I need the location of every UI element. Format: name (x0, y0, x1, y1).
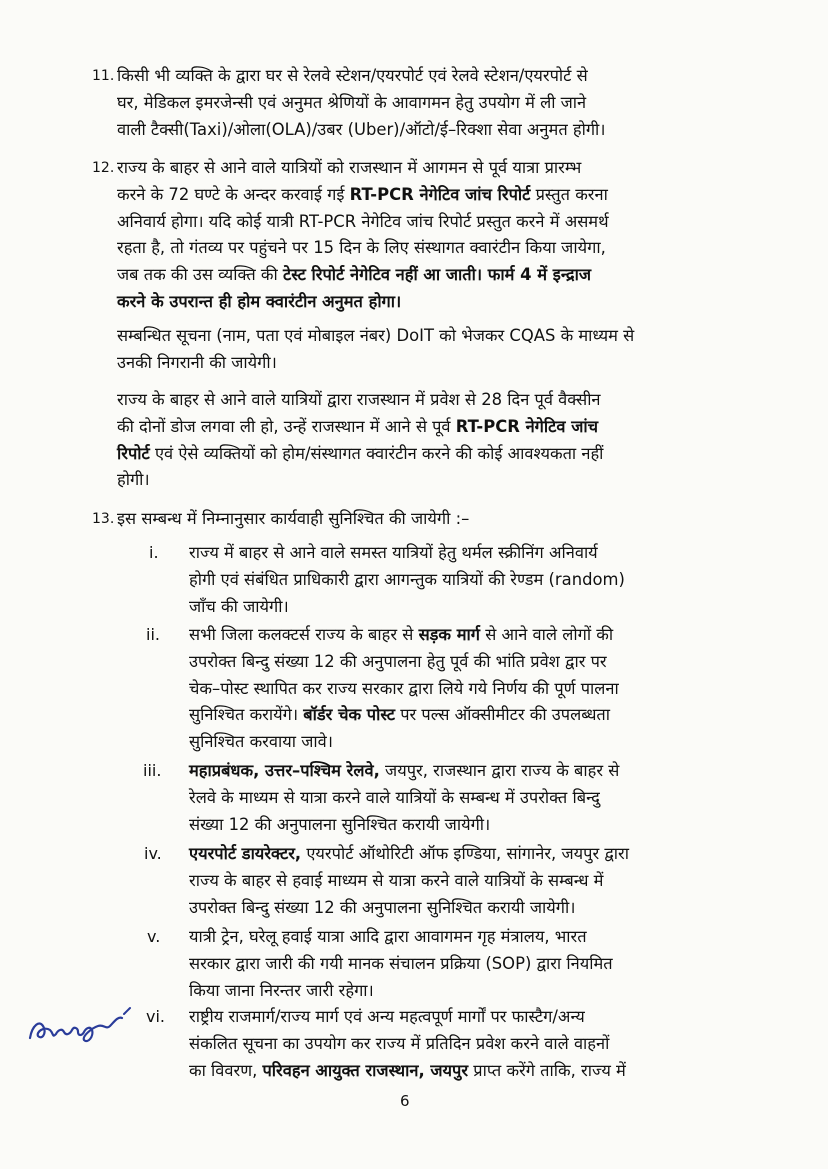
vaccine-line-1: राज्य के बाहर से आने वाले यात्रियों द्वारा राजस्थान में प्रवेश से 28 दिन पूर्व वैक्सीन (117, 390, 601, 409)
sub-item-number-i: i. (149, 543, 159, 562)
sub-item-v-text (189, 924, 721, 1004)
sub-iv-line-3: उपरोक्त बिन्दु संख्या 12 की अनुपालना सुनिश्चित करायी जायेगी। (189, 897, 576, 917)
item-12-line-1: राज्य के बाहर से आने वाले यात्रियों को राजस्थान में आगमन से पूर्व यात्रा प्रारम्भ (117, 158, 582, 177)
item-12-line-5 (117, 262, 721, 289)
item-12-line-2-text: करने के 72 घण्टे के अन्दर करवाई गई (117, 184, 350, 204)
vaccine-line-3-text: एवं ऐसे व्यक्तियों को होम/संस्थागत क्वारंटीन करने की कोई आवश्यकता नहीं (149, 443, 604, 463)
transport-commissioner-bold: परिवहन आयुक्त राजस्थान, जयपुर (262, 1060, 469, 1080)
item-12-info-paragraph (117, 323, 721, 377)
item-12-vaccine-paragraph (117, 387, 721, 494)
sub-ii-line-4 (189, 702, 721, 729)
item-number-13: 13. (92, 511, 115, 527)
sub-v-line-1: यात्री ट्रेन, घरेलू हवाई यात्रा आदि द्वारा आवागमन गृह मंत्रालय, भारत (189, 927, 587, 946)
sub-ii-line-1-tail: से आने वाले लोगों की (480, 625, 614, 644)
info-line-1: सम्बन्धित सूचना (नाम, पता एवं मोबाइल नंबर) DoIT को भेजकर CQAS के माध्यम से (117, 326, 635, 345)
sub-item-iv-text (189, 841, 721, 921)
sub-iii-line-1-text: जयपुर, राजस्थान द्वारा राज्य के बाहर से (379, 761, 620, 780)
sub-vi-line-1: राष्ट्रीय राजमार्ग/राज्य मार्ग एवं अन्य महत्वपूर्ण मार्गों पर फास्टैग/अन्य (189, 1007, 585, 1026)
sub-i-line-3: जाँच की जायेगी। (189, 596, 289, 616)
item-number-11: 11. (92, 68, 115, 84)
sub-item-i-text (189, 540, 721, 620)
sub-i-line-2: होगी एवं संबंधित प्राधिकारी द्वारा आगन्तुक यात्रियों की रेण्डम (random) (189, 569, 625, 589)
sub-ii-line-1 (189, 622, 721, 649)
sub-item-number-vi: vi. (146, 1007, 165, 1026)
sub-iv-line-2: राज्य के बाहर से हवाई माध्यम से यात्रा करने वाले यात्रियों के सम्बन्ध में (189, 870, 604, 890)
rtpcr-report-bold: RT-PCR नेगेटिव जांच रिपोर्ट (349, 184, 531, 204)
item-11-text (117, 63, 721, 143)
item-11-line-1: किसी भी व्यक्ति के द्वारा घर से रेलवे स्टेशन/एयरपोर्ट एवं रेलवे स्टेशन/एयरपोर्ट से (117, 66, 588, 85)
sub-iii-line-3: संख्या 12 की अनुपालना सुनिश्चित करायी जायेगी। (189, 814, 491, 834)
vaccine-line-2 (117, 414, 721, 441)
vaccine-line-3 (117, 441, 721, 468)
general-manager-railway-bold: महाप्रबंधक, उत्तर–पश्चिम रेलवे, (189, 761, 380, 780)
sub-vi-line-3-text: का विवरण, (189, 1060, 263, 1080)
sub-item-number-ii: ii. (146, 625, 160, 644)
report-bold: रिपोर्ट (117, 443, 150, 463)
sub-ii-line-5: सुनिश्चित करवाया जावे। (189, 732, 333, 752)
sub-v-line-3: किया जाना निरन्तर जारी रहेगा। (189, 980, 374, 1000)
handwritten-signature (26, 1004, 144, 1048)
item-12-line-3: अनिवार्य होगा। यदि कोई यात्री RT-PCR नेगेटिव जांच रिपोर्ट प्रस्तुत करने में असमर्थ (117, 211, 609, 231)
sub-iv-line-1-text: एयरपोर्ट ऑथोरिटी ऑफ इण्डिया, सांगानेर, जयपुर द्वारा (301, 844, 629, 863)
vaccine-line-2-text: की दोनों डोज लगवा ली हो, उन्हें राजस्थान में आने से पूर्व (117, 416, 456, 436)
sub-ii-line-4-text: सुनिश्चित करायेंगे। (189, 705, 304, 725)
sub-item-number-iv: iv. (144, 844, 162, 863)
item-12-line-2 (117, 182, 721, 209)
sub-item-number-v: v. (147, 927, 161, 946)
sub-vi-line-3-tail: प्राप्त करेंगे ताकि, राज्य में (468, 1060, 626, 1080)
item-12-text (117, 155, 721, 316)
home-quarantine-bold: करने के उपरान्त ही होम क्वारंटीन अनुमत होगा। (117, 291, 402, 311)
sub-item-ii-text (189, 622, 721, 756)
item-11-line-2: घर, मेडिकल इमरजेन्सी एवं अनुमत श्रेणियों के आवागमन हेतु उपयोग में ली जाने (117, 92, 587, 112)
sub-i-line-1: राज्य में बाहर से आने वाले समस्त यात्रियों हेतु थर्मल स्क्रीनिंग अनिवार्य (189, 543, 598, 562)
sub-item-vi-text (189, 1004, 721, 1084)
item-12-line-2-tail: प्रस्तुत करना (530, 184, 608, 204)
rtpcr-negative-bold: RT-PCR नेगेटिव जांच (455, 416, 599, 436)
sub-iii-line-1 (189, 758, 721, 785)
item-number-12: 12. (92, 160, 115, 176)
test-report-bold: टेस्ट रिपोर्ट नेगेटिव नहीं आ जाती। फार्म 4 में इन्द्राज (282, 265, 592, 285)
border-check-post-bold: बॉर्डर चेक पोस्ट (303, 705, 395, 725)
item-12-line-4: रहता है, तो गंतव्य पर पहुंचने पर 15 दिन के लिए संस्थागत क्वारंटीन किया जायेगा, (117, 238, 606, 258)
sub-ii-line-1-text: सभी जिला कलक्टर्स राज्य के बाहर से (189, 625, 419, 644)
sub-vi-line-3 (189, 1058, 721, 1085)
sub-ii-line-4-tail: पर पल्स ऑक्सीमीटर की उपलब्धता (394, 705, 611, 725)
item-12-line-5-text: जब तक की उस व्यक्ति की (117, 265, 283, 285)
airport-director-bold: एयरपोर्ट डायरेक्टर, (189, 844, 302, 863)
sub-iii-line-2: रेलवे के माध्यम से यात्रा करने वाले यात्रियों के सम्बन्ध में उपरोक्त बिन्दु (189, 787, 600, 807)
sub-v-line-2: सरकार द्वारा जारी की गयी मानक संचालन प्रक्रिया (SOP) द्वारा नियमित (189, 953, 613, 973)
vaccine-line-4: होगी। (117, 470, 150, 490)
road-route-bold: सड़क मार्ग (418, 625, 480, 644)
sub-ii-line-3: चेक–पोस्ट स्थापित कर राज्य सरकार द्वारा लिये गये निर्णय की पूर्ण पालना (189, 678, 619, 698)
sub-iv-line-1 (189, 841, 721, 868)
item-11-line-3: वाली टैक्सी(Taxi)/ओला(OLA)/उबर (Uber)/ऑटो/ई–रिक्शा सेवा अनुमत होगी। (117, 119, 606, 139)
info-line-2: उनकी निगरानी की जायेगी। (117, 352, 277, 372)
sub-vi-line-2: संकलित सूचना का उपयोग कर राज्य में प्रतिदिन प्रवेश करने वाले वाहनों (189, 1033, 610, 1053)
sub-item-iii-text (189, 758, 721, 838)
item-12-line-6 (117, 289, 721, 316)
page-number: 6 (400, 1092, 410, 1110)
item-13-intro (117, 506, 721, 533)
sub-ii-line-2: उपरोक्त बिन्दु संख्या 12 की अनुपालना हेतु पूर्व की भांति प्रवेश द्वार पर (189, 651, 607, 671)
item-13-intro-line: इस सम्बन्ध में निम्नानुसार कार्यवाही सुनिश्चित की जायेगी :– (117, 509, 470, 528)
sub-item-number-iii: iii. (143, 761, 162, 780)
